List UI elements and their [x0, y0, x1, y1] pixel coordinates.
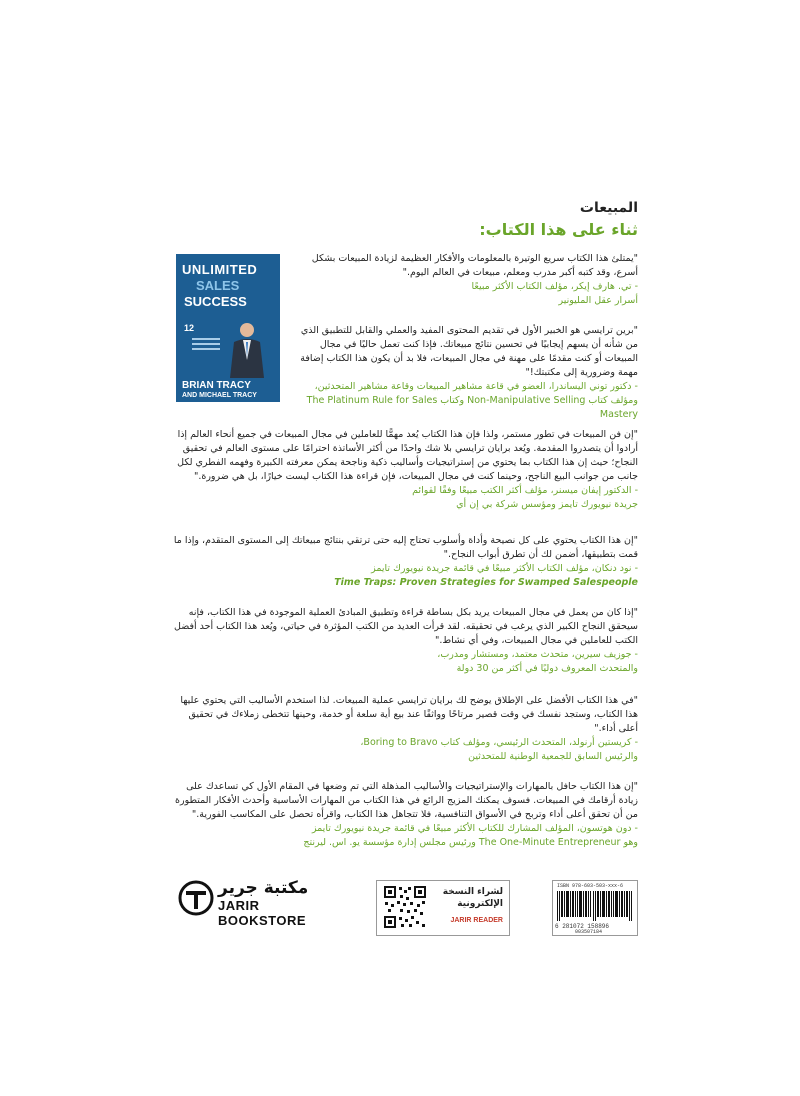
review-attribution: ومؤلف كتاب Non-Manipulative Selling وكتاب The Platinum Rule for Sales Mastery — [306, 395, 638, 420]
isbn-text: ISBN 978-603-503-xxx-6 — [557, 883, 624, 889]
review-text: "يمتلئ هذا الكتاب سريع الوتيرة بالمعلومات والأفكار العظيمة لزيادة المبيعات بشكل أسرع، وقد كتبه أكبر مدرب ومعلم، مبيعات في العالم اليوم." — [311, 253, 638, 278]
review-attribution: والرئيس السابق للجمعية الوطنية للمتحدثين — [468, 751, 638, 762]
review-text: "إذا كان من يعمل في مجال المبيعات يريد بكل بساطة قراءة وتطبيق المبادئ العملية الموجودة في هذا الكتاب، فإنه سيحقق النجاح الكبير الذي يرغب في تحقيقه. لقد قرأت العديد من الكتب المؤثرة في حياتي، ويُعد هذا الكتاب أحد أفضل الكتب للعاملين في مجال المبيعات، وفي أي نشاط." — [174, 607, 638, 646]
isbn-barcode — [552, 880, 638, 936]
back-cover-content — [170, 200, 638, 940]
praise-heading: ثناء على هذا الكتاب: — [479, 220, 638, 239]
cover-author1: BRIAN TRACY — [182, 380, 251, 391]
publisher-english-name: JARIR BOOKSTORE — [218, 898, 307, 928]
review-attribution: أسرار عقل المليونير — [558, 295, 638, 306]
review-attribution: Time Traps: Proven Strategies for Swamped Salespeople — [334, 577, 638, 588]
review-1 — [292, 252, 638, 308]
review-attribution: - الدكتور إيفان ميسنر، مؤلف أكثر الكتب مبيعًا وفقًا لقوائم — [412, 485, 638, 496]
review-text: "إن هذا الكتاب حافل بالمهارات والإستراتيجيات والأساليب المذهلة التي تم وضعها في المقام الأول كي تساعدك على زيادة أرقامك في المبيعات. فسوف يمكنك المزيج الرائع في هذا الكتاب من المهارات الأساسية وأحدث الأفكار المتطورة من أن تحقق أعلى أداء وتربح في الأسواق التنافسية، فلا تتجاهل هذا الكتاب، واقرأه تحصل على المكاسب الفورية." — [175, 781, 638, 820]
ebook-label-line1: لشراء النسخة — [442, 887, 503, 897]
review-7 — [170, 780, 638, 850]
jarir-bookstore-logo — [178, 878, 326, 928]
qr-code-icon — [383, 885, 427, 929]
category-label: المبيعات — [579, 200, 638, 216]
review-3 — [170, 428, 638, 512]
cover-title-line1: UNLIMITED — [182, 262, 258, 277]
review-text: "إن فن المبيعات في تطور مستمر، ولذا فإن هذا الكتاب يُعد مهمًّا للعاملين في مجال المبيعات في جميع أنحاء العالم إذا أرادوا أن يتصدروا المقدمة. ويُعد برايان ترايسي بلا شك واحدًا من أكثر الأساتذة احترامًا على مستوى العالم في تحقيق النجاح؛ حيث إن هذا الكتاب بما يحتوي من إستراتيجيات وأساليب ذكية وناجحة يمكن معرفته الكبيرة وفهمه الفطري لكل جانب من جوانب البيع الناجح، وحينما كنت في مجال المبيعات، فإن قراءة هذا الكتاب ليست خيارًا، بل هي ضرورة." — [177, 429, 638, 482]
review-4 — [170, 534, 638, 590]
review-attribution: وهو The One-Minute Entrepreneur ورئيس مجلس إدارة مؤسسة يو. اس. ليرنتج — [303, 837, 638, 848]
jarir-reader-label: JARIR READER — [450, 917, 503, 924]
ebook-label-line2: الإلكترونية — [457, 899, 503, 909]
barcode-number: 6 281072 158896 — [555, 923, 610, 930]
review-text: "إن هذا الكتاب يحتوي على كل نصيحة وأداة وأسلوب تحتاج إليه حتى ترتقي بنتائج مبيعاتك إلى المستوى المتقدم، وإذا ما قمت بتطبيقها، أضمن لك أن تطرق أبواب النجاح." — [173, 535, 638, 560]
review-attribution: - كريستين أرنولد، المتحدث الرئيسي، ومؤلف كتاب Boring to Bravo، — [360, 737, 638, 748]
ebook-qr-box — [376, 880, 510, 936]
jarir-emblem-icon — [178, 880, 214, 916]
review-attribution: - دكتور توني اليساندرا، العضو في قاعة مشاهير المبيعات وقاعة مشاهير المتحدثين، — [314, 381, 638, 392]
review-text: "برين ترايسي هو الخبير الأول في تقديم المحتوى المفيد والعملي والقابل للتطبيق الذي من شأنه أن يسهم إيجابيًا في تحسين نتائج مبيعاتك. فإذا كنت تعمل حاليًا في مجال المبيعات أو كنت مقدمًا على مهنة في مجال المبيعات، فلا بد أن يكون هذا الكتاب إضافة مهمة وضرورية إلى مكتبتك!" — [300, 325, 638, 378]
review-attribution: - نود دنكان، مؤلف الكتاب الأكثر مبيعًا في قائمة جريدة نيويورك تايمز — [371, 563, 638, 574]
review-attribution: والمتحدث المعروف دوليًا في أكثر من 30 دولة — [456, 663, 638, 674]
review-attribution: جريدة نيويورك تايمز ومؤسس شركة بي إن أي — [456, 499, 638, 510]
publisher-arabic-name: مكتبة جرير — [218, 878, 309, 898]
review-attribution: - تي. هارف إيكر، مؤلف الكتاب الأكثر مبيعًا — [471, 281, 638, 292]
book-cover-thumbnail — [176, 254, 280, 402]
review-2 — [292, 324, 638, 422]
cover-title-line3: SUCCESS — [184, 294, 247, 309]
cover-number: 12 — [184, 323, 195, 333]
review-text: "في هذا الكتاب الأفضل على الإطلاق يوضح لك برايان ترايسي عملية المبيعات. لذا استخدم الأساليب التي يحتوي عليها هذا الكتاب، وستجد نفسك في وقت قصير مرتاحًا وواثقًا عند بيع أية سلعة أو خدمة، وحينها تتخطى زملاءك في تحقيق أعلى أداء." — [180, 695, 638, 734]
barcode-bars-icon — [557, 891, 633, 921]
author-photo — [226, 320, 268, 378]
cover-title-line2: SALES — [196, 278, 240, 293]
review-6 — [170, 694, 638, 764]
barcode-code: 003507184 — [575, 929, 603, 935]
cover-author2: AND MICHAEL TRACY — [182, 392, 257, 399]
review-5 — [170, 606, 638, 676]
review-attribution: - جوزيف سيرين، متحدث معتمد، ومستشار ومدرب، — [437, 649, 638, 660]
cover-subtitle-lines — [192, 338, 220, 354]
review-attribution: - دون هوتسون، المؤلف المشارك للكتاب الأكثر مبيعًا في قائمة جريدة نيويورك تايمز — [311, 823, 638, 834]
